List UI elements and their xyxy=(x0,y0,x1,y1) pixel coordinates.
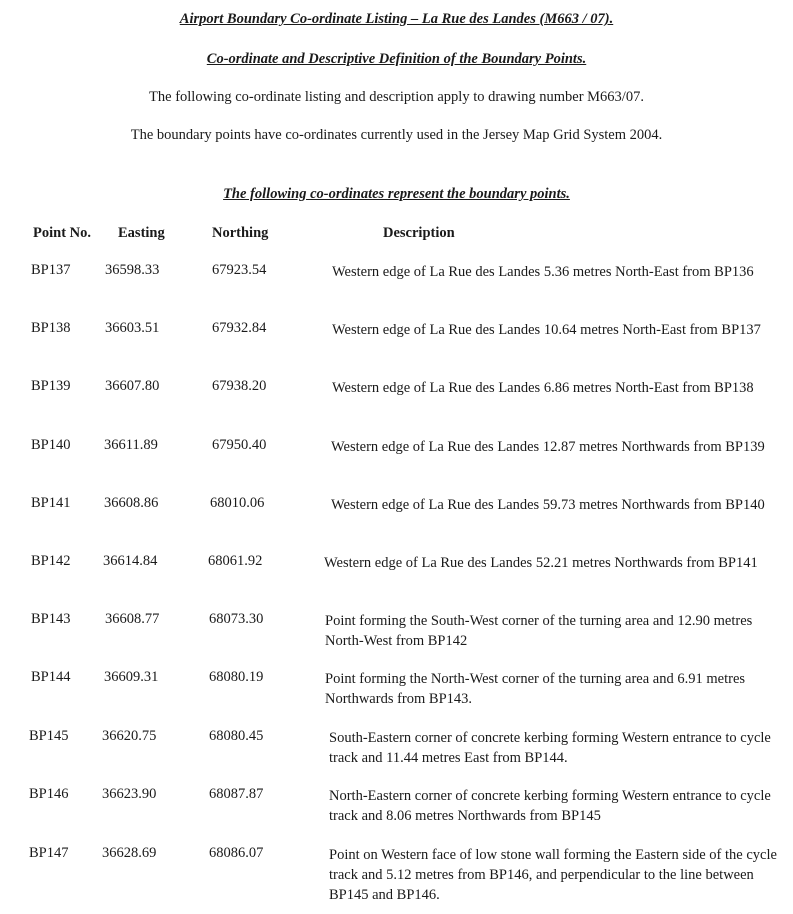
point-number: BP147 xyxy=(29,845,69,861)
easting-value: 36623.90 xyxy=(102,786,157,802)
intro-paragraph-1: The following co-ordinate listing and description apply to drawing number M663/07. xyxy=(149,89,644,105)
northing-value: 67923.54 xyxy=(212,262,267,278)
easting-value: 36611.89 xyxy=(104,437,158,453)
column-header-description: Description xyxy=(383,225,455,241)
table-row xyxy=(0,437,793,485)
table-row xyxy=(0,611,793,659)
northing-value: 68073.30 xyxy=(209,611,264,627)
table-row xyxy=(0,728,793,776)
northing-value: 67950.40 xyxy=(212,437,267,453)
point-number: BP142 xyxy=(31,553,71,569)
point-description: Point on Western face of low stone wall forming the Eastern side of the cycle track and 5.12 metres from BP146, and perpendicular to the line between BP145 and BP146. xyxy=(329,847,777,903)
point-description: Western edge of La Rue des Landes 59.73 metres Northwards from BP140 xyxy=(331,497,765,513)
northing-value: 67932.84 xyxy=(212,320,267,336)
point-description: Western edge of La Rue des Landes 52.21 metres Northwards from BP141 xyxy=(324,555,758,571)
point-number: BP138 xyxy=(31,320,71,336)
point-number: BP145 xyxy=(29,728,69,744)
column-header-point: Point No. xyxy=(33,225,91,241)
point-description: Western edge of La Rue des Landes 6.86 metres North-East from BP138 xyxy=(332,380,754,396)
point-description: Western edge of La Rue des Landes 5.36 metres North-East from BP136 xyxy=(332,264,754,280)
easting-value: 36609.31 xyxy=(104,669,159,685)
point-number: BP146 xyxy=(29,786,69,802)
easting-value: 36598.33 xyxy=(105,262,160,278)
document-subtitle: Co-ordinate and Descriptive Definition of the Boundary Points. xyxy=(206,51,587,67)
easting-value: 36608.77 xyxy=(105,611,160,627)
northing-value: 67938.20 xyxy=(212,378,267,394)
point-description: North-Eastern corner of concrete kerbing forming Western entrance to cycle track and 8.06 metres Northwards from BP145 xyxy=(329,788,771,824)
easting-value: 36628.69 xyxy=(102,845,157,861)
point-number: BP137 xyxy=(31,262,71,278)
point-number: BP144 xyxy=(31,669,71,685)
point-description: Western edge of La Rue des Landes 12.87 metres Northwards from BP139 xyxy=(331,439,765,455)
table-row xyxy=(0,669,793,717)
intro-paragraph-2: The boundary points have co-ordinates currently used in the Jersey Map Grid System 2004. xyxy=(130,127,663,143)
table-row xyxy=(0,320,793,368)
point-description: Western edge of La Rue des Landes 10.64 metres North-East from BP137 xyxy=(332,322,761,338)
table-row xyxy=(0,378,793,426)
point-number: BP143 xyxy=(31,611,71,627)
easting-value: 36620.75 xyxy=(102,728,157,744)
easting-value: 36608.86 xyxy=(104,495,159,511)
point-number: BP139 xyxy=(31,378,71,394)
northing-value: 68080.19 xyxy=(209,669,264,685)
column-header-northing: Northing xyxy=(212,225,269,241)
northing-value: 68080.45 xyxy=(209,728,264,744)
northing-value: 68010.06 xyxy=(210,495,265,511)
northing-value: 68061.92 xyxy=(208,553,263,569)
table-row xyxy=(0,262,793,310)
table-row xyxy=(0,495,793,543)
northing-value: 68087.87 xyxy=(209,786,264,802)
table-row xyxy=(0,786,793,834)
point-number: BP141 xyxy=(31,495,71,511)
column-header-easting: Easting xyxy=(118,225,165,241)
easting-value: 36603.51 xyxy=(105,320,160,336)
point-description: Point forming the North-West corner of the turning area and 6.91 metres Northwards from BP143. xyxy=(325,671,746,707)
table-row xyxy=(0,845,793,903)
table-row xyxy=(0,553,793,601)
easting-value: 36614.84 xyxy=(103,553,158,569)
point-number: BP140 xyxy=(31,437,71,453)
point-description: Point forming the South-West corner of the turning area and 12.90 metres North-West from BP142 xyxy=(325,613,753,649)
point-description: South-Eastern corner of concrete kerbing forming Western entrance to cycle track and 11.44 metres East from BP144. xyxy=(329,730,771,766)
document-title: Airport Boundary Co-ordinate Listing – La Rue des Landes (M663 / 07). xyxy=(179,11,614,27)
easting-value: 36607.80 xyxy=(105,378,160,394)
section-title: The following co-ordinates represent the boundary points. xyxy=(223,186,570,202)
northing-value: 68086.07 xyxy=(209,845,264,861)
